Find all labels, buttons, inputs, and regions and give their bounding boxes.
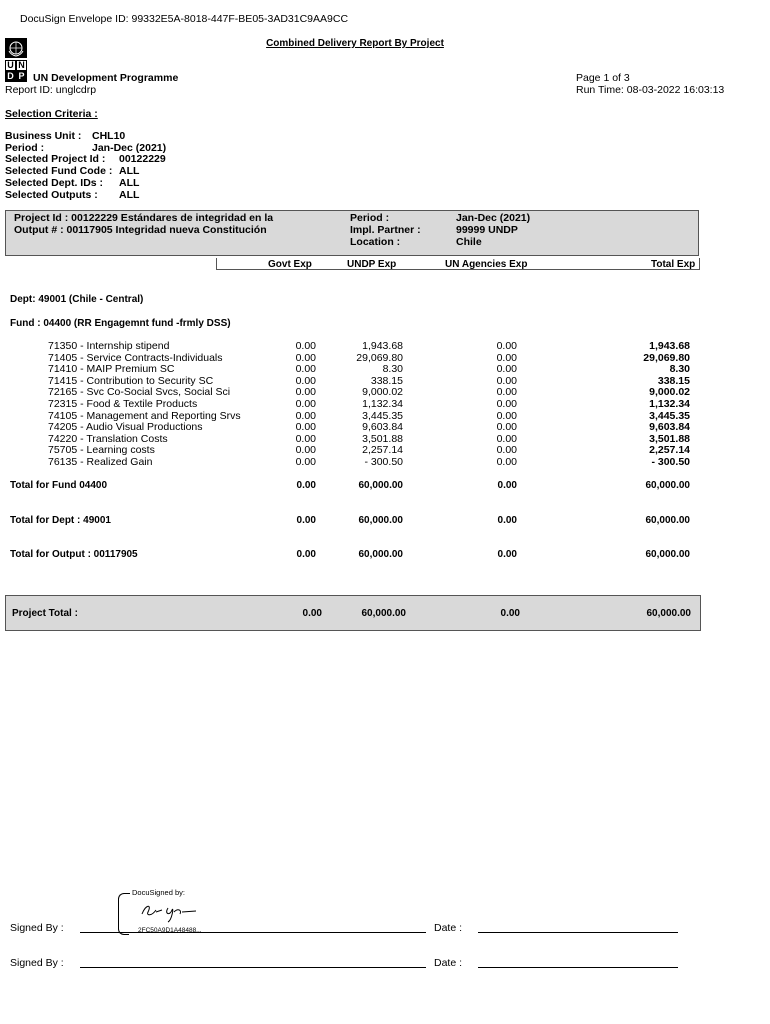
criteria-value: Jan-Dec (2021) <box>92 142 167 154</box>
account-cell: 71410 - MAIP Premium SC <box>48 363 175 376</box>
period-value: Jan-Dec (2021) <box>456 212 531 224</box>
total-label: Total for Fund 04400 <box>10 480 108 491</box>
govt-cell: 0.00 <box>295 456 316 468</box>
docusigned-by-label: DocuSigned by: <box>132 888 185 897</box>
account-cell: 74205 - Audio Visual Productions <box>48 421 203 434</box>
project-total-total: 60,000.00 <box>646 608 691 619</box>
undp-cell: 3,501.88 <box>362 432 403 445</box>
undp-cell: 2,257.14 <box>362 444 403 457</box>
date-line-2 <box>478 967 678 968</box>
signature-scribble-icon <box>138 900 200 924</box>
criteria-value: ALL <box>119 165 140 177</box>
location-value: Chile <box>456 236 482 248</box>
col-total-exp: Total Exp <box>651 259 696 270</box>
date-label-2: Date : <box>434 957 463 969</box>
total-cell: 9,000.02 <box>649 386 690 399</box>
project-total-govt: 0.00 <box>302 608 322 619</box>
account-cell: 74220 - Translation Costs <box>48 432 168 445</box>
total-cell: 8.30 <box>669 363 690 376</box>
criteria-label: Business Unit : <box>5 130 82 142</box>
criteria-project-id <box>5 153 166 165</box>
agencies-cell: 0.00 <box>496 386 517 399</box>
partner-label: Impl. Partner : <box>350 224 421 236</box>
total-cell: 3,501.88 <box>649 432 690 445</box>
total-cell: 29,069.80 <box>643 351 690 364</box>
location-label: Location : <box>350 236 401 248</box>
criteria-label: Period : <box>5 142 45 154</box>
undp-logo <box>5 38 27 82</box>
govt-cell: 0.00 <box>295 444 316 457</box>
govt-cell: 0.00 <box>295 351 316 364</box>
project-header-box <box>5 210 699 256</box>
govt-cell: 0.00 <box>295 432 316 445</box>
total-label: Total for Dept : 49001 <box>10 515 111 526</box>
criteria-label: Selected Dept. IDs : <box>5 177 104 189</box>
total-undp: 60,000.00 <box>358 515 403 526</box>
account-cell: 75705 - Learning costs <box>48 444 155 457</box>
undp-cell: 29,069.80 <box>356 351 403 364</box>
agencies-cell: 0.00 <box>496 340 517 352</box>
account-cell: 72315 - Food & Textile Products <box>48 398 198 410</box>
selection-criteria-title: Selection Criteria : <box>5 108 98 120</box>
total-cell: 338.15 <box>657 374 690 387</box>
signature-frame <box>118 893 129 935</box>
total-cell: 1,132.34 <box>649 398 690 410</box>
page-info: Page 1 of 3 <box>576 72 630 84</box>
agencies-cell: 0.00 <box>496 398 517 410</box>
undp-cell: 9,000.02 <box>362 386 403 399</box>
criteria-value: 00122229 <box>119 153 166 165</box>
criteria-dept-ids <box>5 177 140 189</box>
project-total-box <box>5 595 701 631</box>
total-govt: 0.00 <box>296 549 316 560</box>
output-line: Output # : 00117905 Integridad nueva Constitución <box>14 224 267 236</box>
agencies-cell: 0.00 <box>496 374 517 387</box>
total-total: 60,000.00 <box>645 515 690 526</box>
agencies-cell: 0.00 <box>496 409 517 422</box>
account-cell: 74105 - Management and Reporting Srvs <box>48 409 241 422</box>
total-total: 60,000.00 <box>645 549 690 560</box>
signed-by-label-2: Signed By : <box>10 957 64 969</box>
govt-cell: 0.00 <box>295 386 316 399</box>
total-govt: 0.00 <box>296 515 316 526</box>
envelope-id: DocuSign Envelope ID: 99332E5A-8018-447F-BE05-3AD31C9AA9CC <box>20 13 349 25</box>
total-cell: - 300.50 <box>651 456 690 468</box>
criteria-business-unit <box>5 130 126 142</box>
agencies-cell: 0.00 <box>496 456 517 468</box>
period-label: Period : <box>350 212 390 224</box>
logo-letter-n: N <box>16 60 27 71</box>
org-name: UN Development Programme <box>33 72 179 84</box>
undp-cell: - 300.50 <box>364 456 403 468</box>
project-id-line: Project Id : 00122229 Estándares de integridad en la <box>14 212 274 224</box>
signature-line-1 <box>80 932 426 933</box>
total-undp: 60,000.00 <box>358 549 403 560</box>
govt-cell: 0.00 <box>295 398 316 410</box>
docusign-signature <box>118 888 218 934</box>
criteria-label: Selected Fund Code : <box>5 165 113 177</box>
project-total-agencies: 0.00 <box>500 608 520 619</box>
total-label: Total for Output : 00117905 <box>10 549 138 560</box>
criteria-outputs <box>5 189 140 201</box>
agencies-cell: 0.00 <box>496 351 517 364</box>
un-emblem-icon <box>5 38 27 58</box>
run-time: Run Time: 08-03-2022 16:03:13 <box>576 84 725 96</box>
signature-frame-line <box>126 893 130 894</box>
signature-hash: 2FC50A9D1A48488... <box>138 927 202 934</box>
partner-value: 99999 UNDP <box>456 224 518 236</box>
criteria-value: ALL <box>119 189 140 201</box>
total-cell: 3,445.35 <box>649 409 690 422</box>
agencies-cell: 0.00 <box>496 363 517 376</box>
undp-cell: 338.15 <box>370 374 403 387</box>
date-label-1: Date : <box>434 922 463 934</box>
total-undp: 60,000.00 <box>358 480 403 491</box>
undp-cell: 3,445.35 <box>362 409 403 422</box>
govt-cell: 0.00 <box>295 421 316 434</box>
undp-cell: 1,943.68 <box>362 340 403 352</box>
signature-line-2 <box>80 967 426 968</box>
criteria-value: ALL <box>119 177 140 189</box>
account-cell: 71405 - Service Contracts-Individuals <box>48 351 223 364</box>
logo-letter-d: D <box>5 71 16 82</box>
govt-cell: 0.00 <box>295 409 316 422</box>
col-undp-exp: UNDP Exp <box>347 259 397 270</box>
undp-cell: 1,132.34 <box>362 398 403 410</box>
report-title: Combined Delivery Report By Project <box>266 38 444 49</box>
total-agencies: 0.00 <box>497 515 517 526</box>
logo-letter-u: U <box>5 60 16 71</box>
criteria-label: Selected Outputs : <box>5 189 98 201</box>
logo-letter-p: P <box>16 71 27 82</box>
total-govt: 0.00 <box>296 480 316 491</box>
agencies-cell: 0.00 <box>496 432 517 445</box>
account-cell: 72165 - Svc Co-Social Svcs, Social Sci <box>48 386 231 399</box>
account-cell: 76135 - Realized Gain <box>48 456 153 468</box>
govt-cell: 0.00 <box>295 363 316 376</box>
col-agencies-exp: UN Agencies Exp <box>445 259 528 270</box>
agencies-cell: 0.00 <box>496 421 517 434</box>
signed-by-label-1: Signed By : <box>10 922 64 934</box>
govt-cell: 0.00 <box>295 340 316 352</box>
date-line-1 <box>478 932 678 933</box>
agencies-cell: 0.00 <box>496 444 517 457</box>
total-agencies: 0.00 <box>497 549 517 560</box>
criteria-fund-code <box>5 165 140 177</box>
total-cell: 2,257.14 <box>649 444 690 457</box>
total-agencies: 0.00 <box>497 480 517 491</box>
account-cell: 71350 - Internship stipend <box>48 340 170 352</box>
total-cell: 1,943.68 <box>649 340 690 352</box>
criteria-label: Selected Project Id : <box>5 153 106 165</box>
account-cell: 71415 - Contribution to Security SC <box>48 374 214 387</box>
report-id: Report ID: unglcdrp <box>5 84 97 96</box>
project-total-label: Project Total : <box>12 608 78 619</box>
undp-cell: 9,603.84 <box>362 421 403 434</box>
undp-cell: 8.30 <box>382 363 403 376</box>
dept-line: Dept: 49001 (Chile - Central) <box>10 294 144 305</box>
fund-line: Fund : 04400 (RR Engagemnt fund -frmly DSS) <box>10 318 231 329</box>
govt-cell: 0.00 <box>295 374 316 387</box>
total-total: 60,000.00 <box>645 480 690 491</box>
total-cell: 9,603.84 <box>649 421 690 434</box>
col-govt-exp: Govt Exp <box>268 259 312 270</box>
criteria-value: CHL10 <box>92 130 126 142</box>
project-total-undp: 60,000.00 <box>361 608 406 619</box>
